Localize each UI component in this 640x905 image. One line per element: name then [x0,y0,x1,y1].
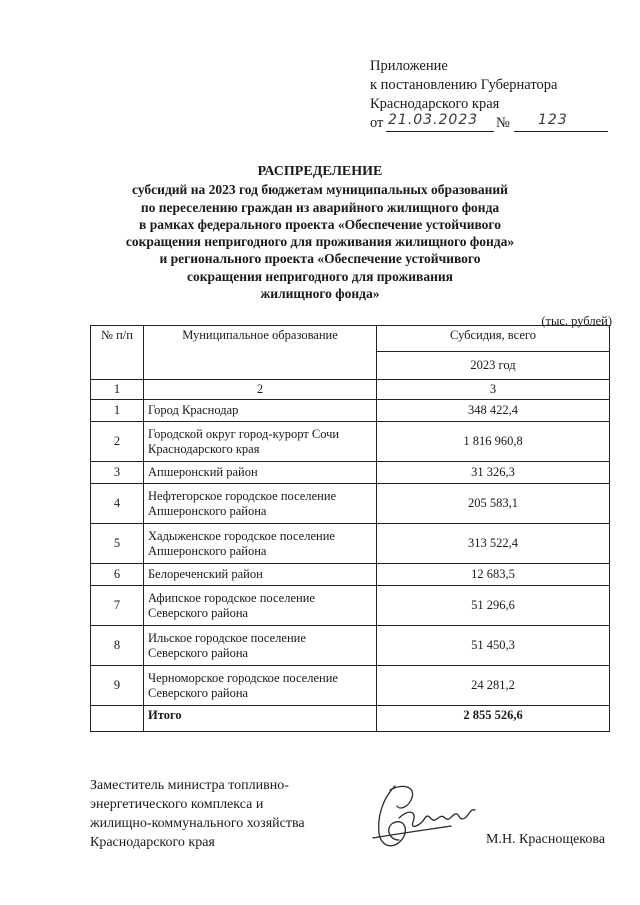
date-prefix: от [370,115,384,131]
heading-line-6: сокращения непригодного для проживания [187,268,453,284]
municipality-line: Городской округ город-курорт Сочи [148,426,340,441]
row-amount: 51 450,3 [377,626,610,666]
row-amount: 348 422,4 [377,400,610,422]
row-amount: 31 326,3 [377,462,610,484]
handwritten-number: 123 [538,112,568,128]
table-row [91,462,610,484]
heading-line-7: жилищного фонда» [260,286,380,302]
signer-line-4: Краснодарского края [90,835,215,850]
row-number: 5 [91,524,144,564]
row-amount: 313 522,4 [377,524,610,564]
row-municipality [144,586,377,626]
row-number: 8 [91,626,144,666]
header-municipality: Муниципальное образование [144,326,377,380]
date-underline [386,131,494,132]
header-year: 2023 год [377,352,610,380]
row-number: 4 [91,484,144,524]
handwritten-date: 21.03.2023 [388,112,479,128]
signer-block [90,776,305,852]
municipality-line: Нефтегорское городское поселение [148,488,337,503]
municipality-line: Город Краснодар [148,403,239,417]
row-municipality [144,626,377,666]
municipality-line: Апшеронского района [148,503,267,518]
municipality-line: Северского района [148,645,249,660]
municipality-line: Апшеронского района [148,543,267,558]
table-row [91,422,610,462]
heading-line-2: по переселению граждан из аварийного жилищного фонда [140,199,500,215]
appendix-block [370,57,610,134]
row-municipality [144,524,377,564]
heading-line-4: сокращения непригодного для проживания жилищного фонда» [125,234,515,250]
row-number: 9 [91,666,144,706]
row-municipality [144,484,377,524]
heading-line-3: в рамках федерального проекта «Обеспечение устойчивого [139,216,501,232]
table-row [91,666,610,706]
table-row [91,400,610,422]
appendix-line-3: Краснодарского края [370,96,500,112]
total-value: 2 855 526,6 [377,706,610,732]
table-row [91,564,610,586]
column-number-1: 1 [91,380,144,400]
row-amount: 205 583,1 [377,484,610,524]
signer-line-3: жилищно-коммунального хозяйства [90,816,305,831]
appendix-date-line [370,114,610,134]
row-municipality [144,666,377,706]
appendix-line-1: Приложение [370,58,448,74]
heading-line-5: и регионального проекта «Обеспечение устойчивого [159,251,481,267]
document-heading [90,163,550,302]
header-number: № п/п [91,326,144,380]
row-number: 6 [91,564,144,586]
table-row [91,586,610,626]
number-prefix: № [496,115,510,131]
header-subsidy: Субсидия, всего [377,326,610,352]
row-municipality [144,462,377,484]
total-row [91,706,610,732]
municipality-line: Апшеронский район [148,465,258,479]
units-label: (тыс. рублей) [541,314,612,328]
municipality-line: Краснодарского края [148,441,260,456]
total-empty-cell [91,706,144,732]
number-underline [514,131,608,132]
row-amount: 1 816 960,8 [377,422,610,462]
table-header-row [91,326,610,352]
row-number: 2 [91,422,144,462]
signer-name: М.Н. Краснощекова [486,832,606,847]
row-amount: 12 683,5 [377,564,610,586]
column-number-2: 2 [144,380,377,400]
appendix-line-2: к постановлению Губернатора [370,77,558,93]
subsidy-table [90,325,610,732]
table-row [91,626,610,666]
table-row [91,524,610,564]
signer-line-1: Заместитель министра топливно- [90,778,289,793]
column-number-3: 3 [377,380,610,400]
municipality-line: Белореченский район [148,567,263,581]
total-label: Итого [144,706,377,732]
row-number: 3 [91,462,144,484]
row-amount: 51 296,6 [377,586,610,626]
municipality-line: Черноморское городское поселение [148,670,338,685]
table-row [91,484,610,524]
municipality-line: Ильское городское поселение [148,630,306,645]
column-numbering-row [91,380,610,400]
row-municipality [144,400,377,422]
row-number: 1 [91,400,144,422]
handwritten-signature [355,778,485,858]
row-amount: 24 281,2 [377,666,610,706]
municipality-line: Хадыженское городское поселение [148,528,335,543]
heading-line-1: субсидий на 2023 год бюджетам муниципальных образований [132,182,508,198]
row-municipality [144,422,377,462]
municipality-line: Северского района [148,685,249,700]
row-number: 7 [91,586,144,626]
row-municipality [144,564,377,586]
municipality-line: Северского района [148,605,249,620]
municipality-line: Афипское городское поселение [148,590,315,605]
document-title: РАСПРЕДЕЛЕНИЕ [257,164,383,179]
signer-line-2: энергетического комплекса и [90,797,264,812]
